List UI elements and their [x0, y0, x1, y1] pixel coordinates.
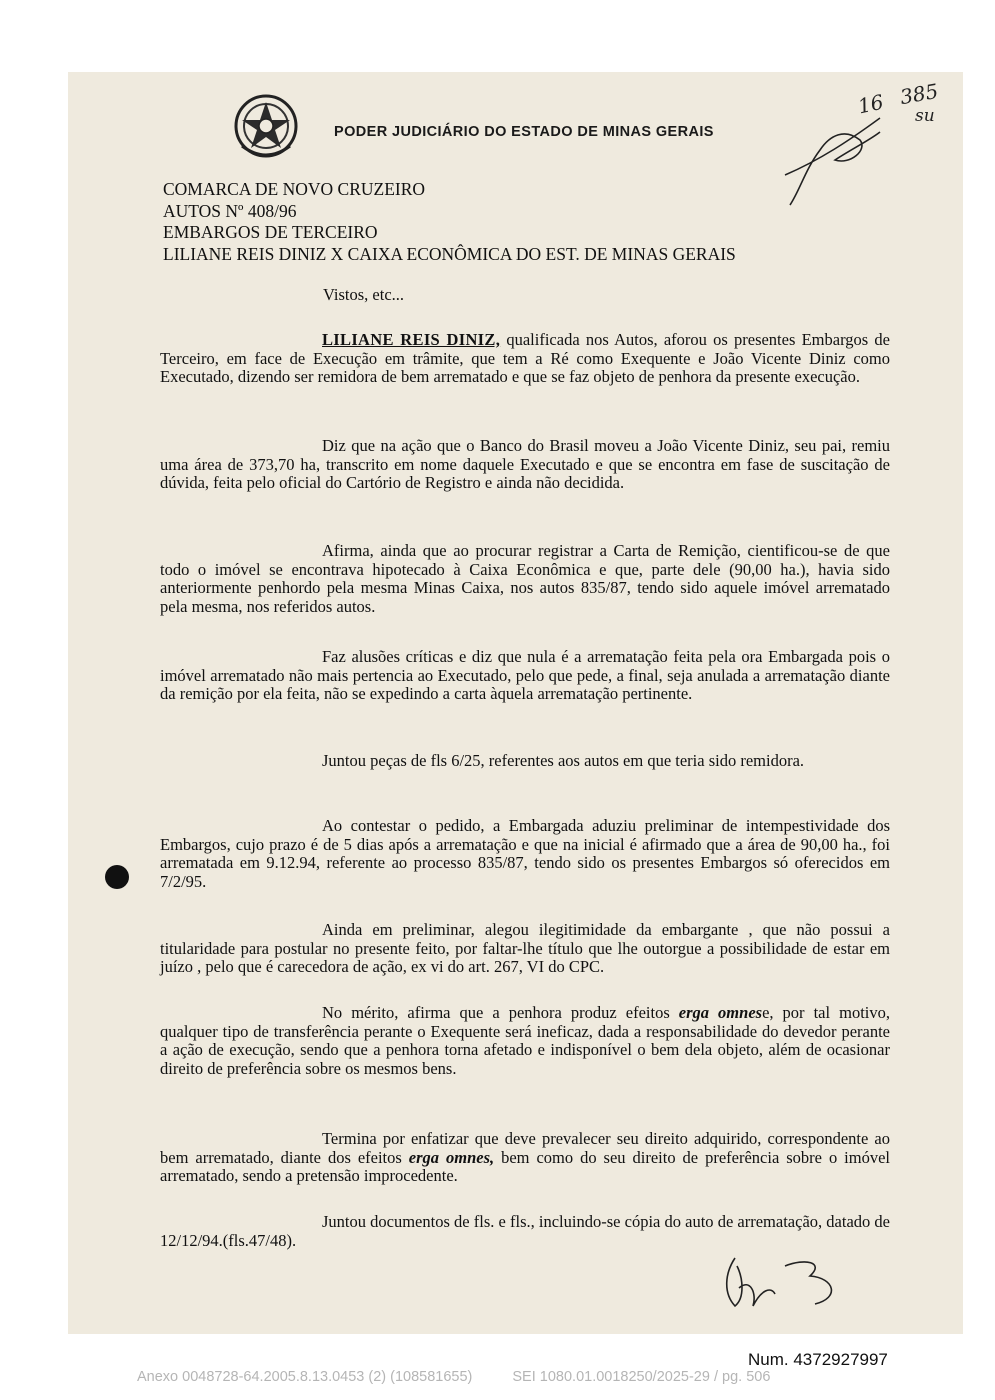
paragraph-5: Juntou peças de fls 6/25, referentes aos autos em que teria sido remidora. — [322, 751, 805, 770]
sei-reference: SEI 1080.01.0018250/2025-29 / pg. 506 — [512, 1369, 771, 1385]
case-parties: LILIANE REIS DINIZ X CAIXA ECONÔMICA DO EST. DE MINAS GERAIS — [163, 243, 736, 264]
folio-mark: 385 — [898, 78, 940, 110]
paragraph-8-italic: erga omnes — [678, 1003, 763, 1022]
paragraph-8-text-b: e, por tal motivo, qualquer tipo de transferência perante o Exequente será ineficaz, dada a responsabilidade do devedor perante a ação de execução, sendo que a penhora torna afetado e indisponível o bem dela objeto, além de ocasionar direito de preferência sobre os mesmos bens. — [160, 1003, 890, 1078]
case-type: EMBARGOS DE TERCEIRO — [163, 222, 378, 242]
case-header — [163, 179, 736, 265]
paragraph-4: Faz alusões críticas e diz que nula é a arrematação feita pela ora Embargada pois o imóvel arrematado não mais pertencia ao Executado, pelo que pede, a final, seja anulada a arrematação diante da remição por ela feita, não se expedindo a carta àquela arrematação pertinente. — [160, 647, 890, 703]
paragraph-9 — [160, 1130, 890, 1186]
paragraph-9-text-a: Termina por enfatizar que deve prevalecer seu direito adquirido, correspondente ao bem arrematado, diante dos efeitos — [160, 1129, 890, 1167]
paragraph-1-text: qualificada nos Autos, aforou os presentes Embargos de Terceiro, em face de Execução em trâmite, que tem a Ré como Exequente e João Vicente Diniz como Executado, dizendo ser remidora de bem arrematado e que se faz objeto de penhora da presente execução. — [160, 330, 890, 386]
case-number: AUTOS Nº 408/96 — [163, 200, 297, 221]
punch-hole — [102, 862, 132, 892]
paragraph-9-text-b: bem como do seu direito de preferência sobre o imóvel arrematado, sendo a pretensão improcedente. — [160, 1147, 890, 1185]
paragraph-9-italic: erga omnes, — [408, 1147, 495, 1167]
paragraph-6: Ao contestar o pedido, a Embargada aduziu preliminar de intempestividade dos Embargos, cujo prazo é de 5 dias após a arrematação e que na inicial é afirmado que a área de 90,00 ha., foi arrematada em 9.12.94, referente ao processo 835/87, tendo sido os presentes Embargos só oferecidos em 7/2/95. — [160, 816, 890, 891]
vistos: Vistos, etc... — [323, 285, 405, 304]
paragraph-8-text-a: No mérito, afirma que a penhora produz efeitos — [322, 1003, 679, 1022]
annex-reference: Anexo 0048728-64.2005.8.13.0453 (2) (108581655) — [137, 1369, 473, 1385]
paragraph-7: Ainda em preliminar, alegou ilegitimidade da embargante , que não possui a titularidade para postular no presente feito, por faltar-lhe título que lhe outorgue a possibilidade de estar em juízo , pelo que é carecedora de ação, ex vi do art. 267, VI do CPC. — [160, 920, 890, 976]
court-header: PODER JUDICIÁRIO DO ESTADO DE MINAS GERAIS — [334, 124, 714, 140]
page-mark: 16 — [855, 89, 886, 119]
paragraph-3: Afirma, ainda que ao procurar registrar a Carta de Remição, cientificou-se de que todo o imóvel se encontrava hipotecado à Caixa Econômica e que, parte dele (90,00 ha.), havia sido anteriormente penhordo pela mesma Minas Caixa, nos autos 835/87, tendo sido aquele imóvel arrematado pela mesma, nos referidos autos. — [160, 541, 890, 616]
party-name: LILIANE REIS DINIZ, — [322, 330, 501, 349]
footer-reference — [137, 1369, 770, 1385]
signature-icon — [715, 1248, 855, 1318]
paragraph-8 — [160, 1004, 890, 1078]
paragraph-1 — [160, 331, 890, 387]
initials-mark: su — [915, 106, 935, 126]
paragraph-10: Juntou documentos de fls. e fls., incluindo-se cópia do auto de arrematação, datado de 12/12/94.(fls.47/48). — [160, 1212, 890, 1250]
document-number: Num. 4372927997 — [748, 1350, 888, 1369]
comarca: COMARCA DE NOVO CRUZEIRO — [163, 179, 426, 199]
paragraph-2: Diz que na ação que o Banco do Brasil moveu a João Vicente Diniz, seu pai, remiu uma área de 373,70 ha, transcrito em nome daquele Executado e que se encontra em fase de suscitação de dúvida, feita pelo oficial do Cartório de Registro e ainda não decidida. — [160, 436, 890, 492]
